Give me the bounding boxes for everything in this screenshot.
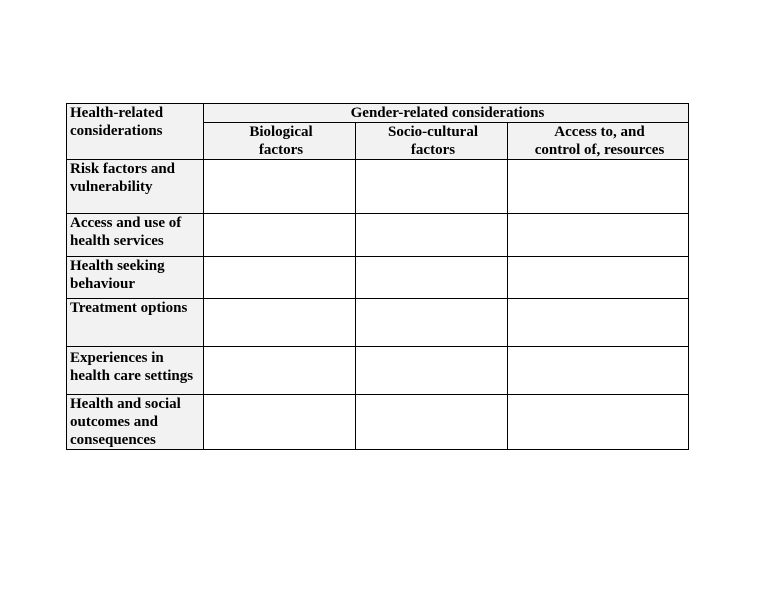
table-cell <box>508 395 689 450</box>
row-label-outcomes <box>67 395 204 450</box>
row-label-line: health services <box>70 233 164 249</box>
row-label-line: Health seeking <box>70 258 165 274</box>
table-row <box>67 395 689 450</box>
col-header-biological <box>204 123 356 160</box>
table-cell <box>204 257 356 299</box>
table-row <box>67 257 689 299</box>
corner-header <box>67 104 204 160</box>
header-row-1 <box>67 104 689 123</box>
group-header: Gender-related considerations <box>204 104 689 123</box>
table-cell <box>508 347 689 395</box>
table-cell <box>204 347 356 395</box>
col-header-line: control of, resources <box>534 142 665 158</box>
table-row <box>67 160 689 214</box>
row-label-line: Health and social <box>70 396 181 412</box>
table-cell <box>356 395 508 450</box>
row-label-line: consequences <box>70 432 156 448</box>
col-header-line: Access to, and <box>554 124 645 140</box>
row-label-line: Access and use of <box>70 215 182 231</box>
table-cell <box>508 299 689 347</box>
table-cell <box>204 395 356 450</box>
row-label-line: Risk factors and <box>70 161 176 177</box>
table-cell <box>204 299 356 347</box>
gender-health-matrix <box>66 103 689 450</box>
table-cell <box>356 257 508 299</box>
col-header-line: Biological <box>249 124 313 140</box>
col-header-line: factors <box>410 142 456 158</box>
table-row <box>67 347 689 395</box>
table-cell <box>204 160 356 214</box>
table-cell <box>356 347 508 395</box>
row-label-line: Experiences in <box>70 350 164 366</box>
row-label-line: Treatment options <box>70 300 188 316</box>
table-row <box>67 299 689 347</box>
row-label-risk-factors <box>67 160 204 214</box>
col-header-socio-cultural <box>356 123 508 160</box>
table-cell <box>356 160 508 214</box>
row-label-access-use <box>67 214 204 257</box>
corner-header-line: considerations <box>70 123 163 139</box>
table-cell <box>204 214 356 257</box>
row-label-health-seeking <box>67 257 204 299</box>
row-label-line: health care settings <box>70 368 194 384</box>
row-label-line: behaviour <box>70 276 136 292</box>
table-cell <box>508 160 689 214</box>
col-header-line: Socio-cultural <box>388 124 478 140</box>
row-label-treatment-options <box>67 299 204 347</box>
table-cell <box>508 214 689 257</box>
row-label-line: vulnerability <box>70 179 153 195</box>
row-label-experiences <box>67 347 204 395</box>
col-header-line: factors <box>258 142 304 158</box>
table-cell <box>356 214 508 257</box>
table-cell <box>356 299 508 347</box>
table-row <box>67 214 689 257</box>
col-header-access-resources <box>508 123 689 160</box>
row-label-line: outcomes and <box>70 414 158 430</box>
table-cell <box>508 257 689 299</box>
corner-header-line: Health-related <box>70 105 164 121</box>
